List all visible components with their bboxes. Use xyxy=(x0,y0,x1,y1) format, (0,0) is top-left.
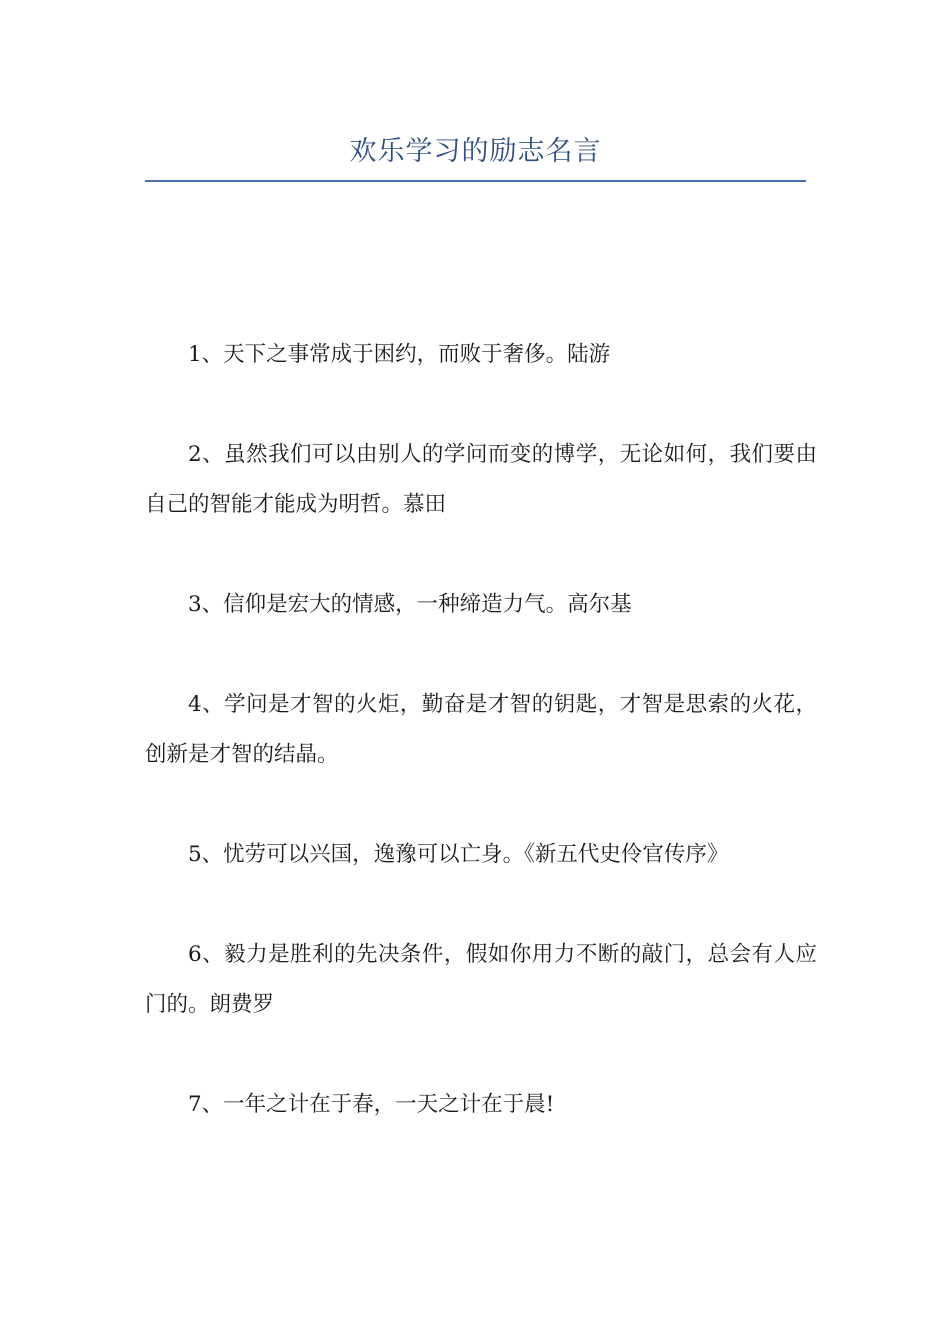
quote-item: 6、毅力是胜利的先决条件，假如你用力不断的敲门，总会有人应门的。朗费罗 xyxy=(145,942,817,1017)
quote-item: 3、信仰是宏大的情感，一种缔造力气。高尔基 xyxy=(188,592,632,617)
quote-item: 7、一年之计在于春，一天之计在于晨! xyxy=(188,1092,555,1117)
quote-list xyxy=(145,330,817,1180)
quote-item: 2、虽然我们可以由别人的学问而变的博学，无论如何，我们要由自己的智能才能成为明哲。慕田 xyxy=(145,442,817,517)
quote-item: 1、天下之事常成于困约，而败于奢侈。陆游 xyxy=(188,342,611,367)
title-underline xyxy=(145,180,806,182)
document-title: 欢乐学习的励志名言 xyxy=(349,136,602,167)
quote-item: 4、学问是才智的火炬，勤奋是才智的钥匙，才智是思索的火花，创新是才智的结晶。 xyxy=(145,692,817,767)
quote-item: 5、忧劳可以兴国，逸豫可以亡身。《新五代史伶官传序》 xyxy=(188,842,729,867)
